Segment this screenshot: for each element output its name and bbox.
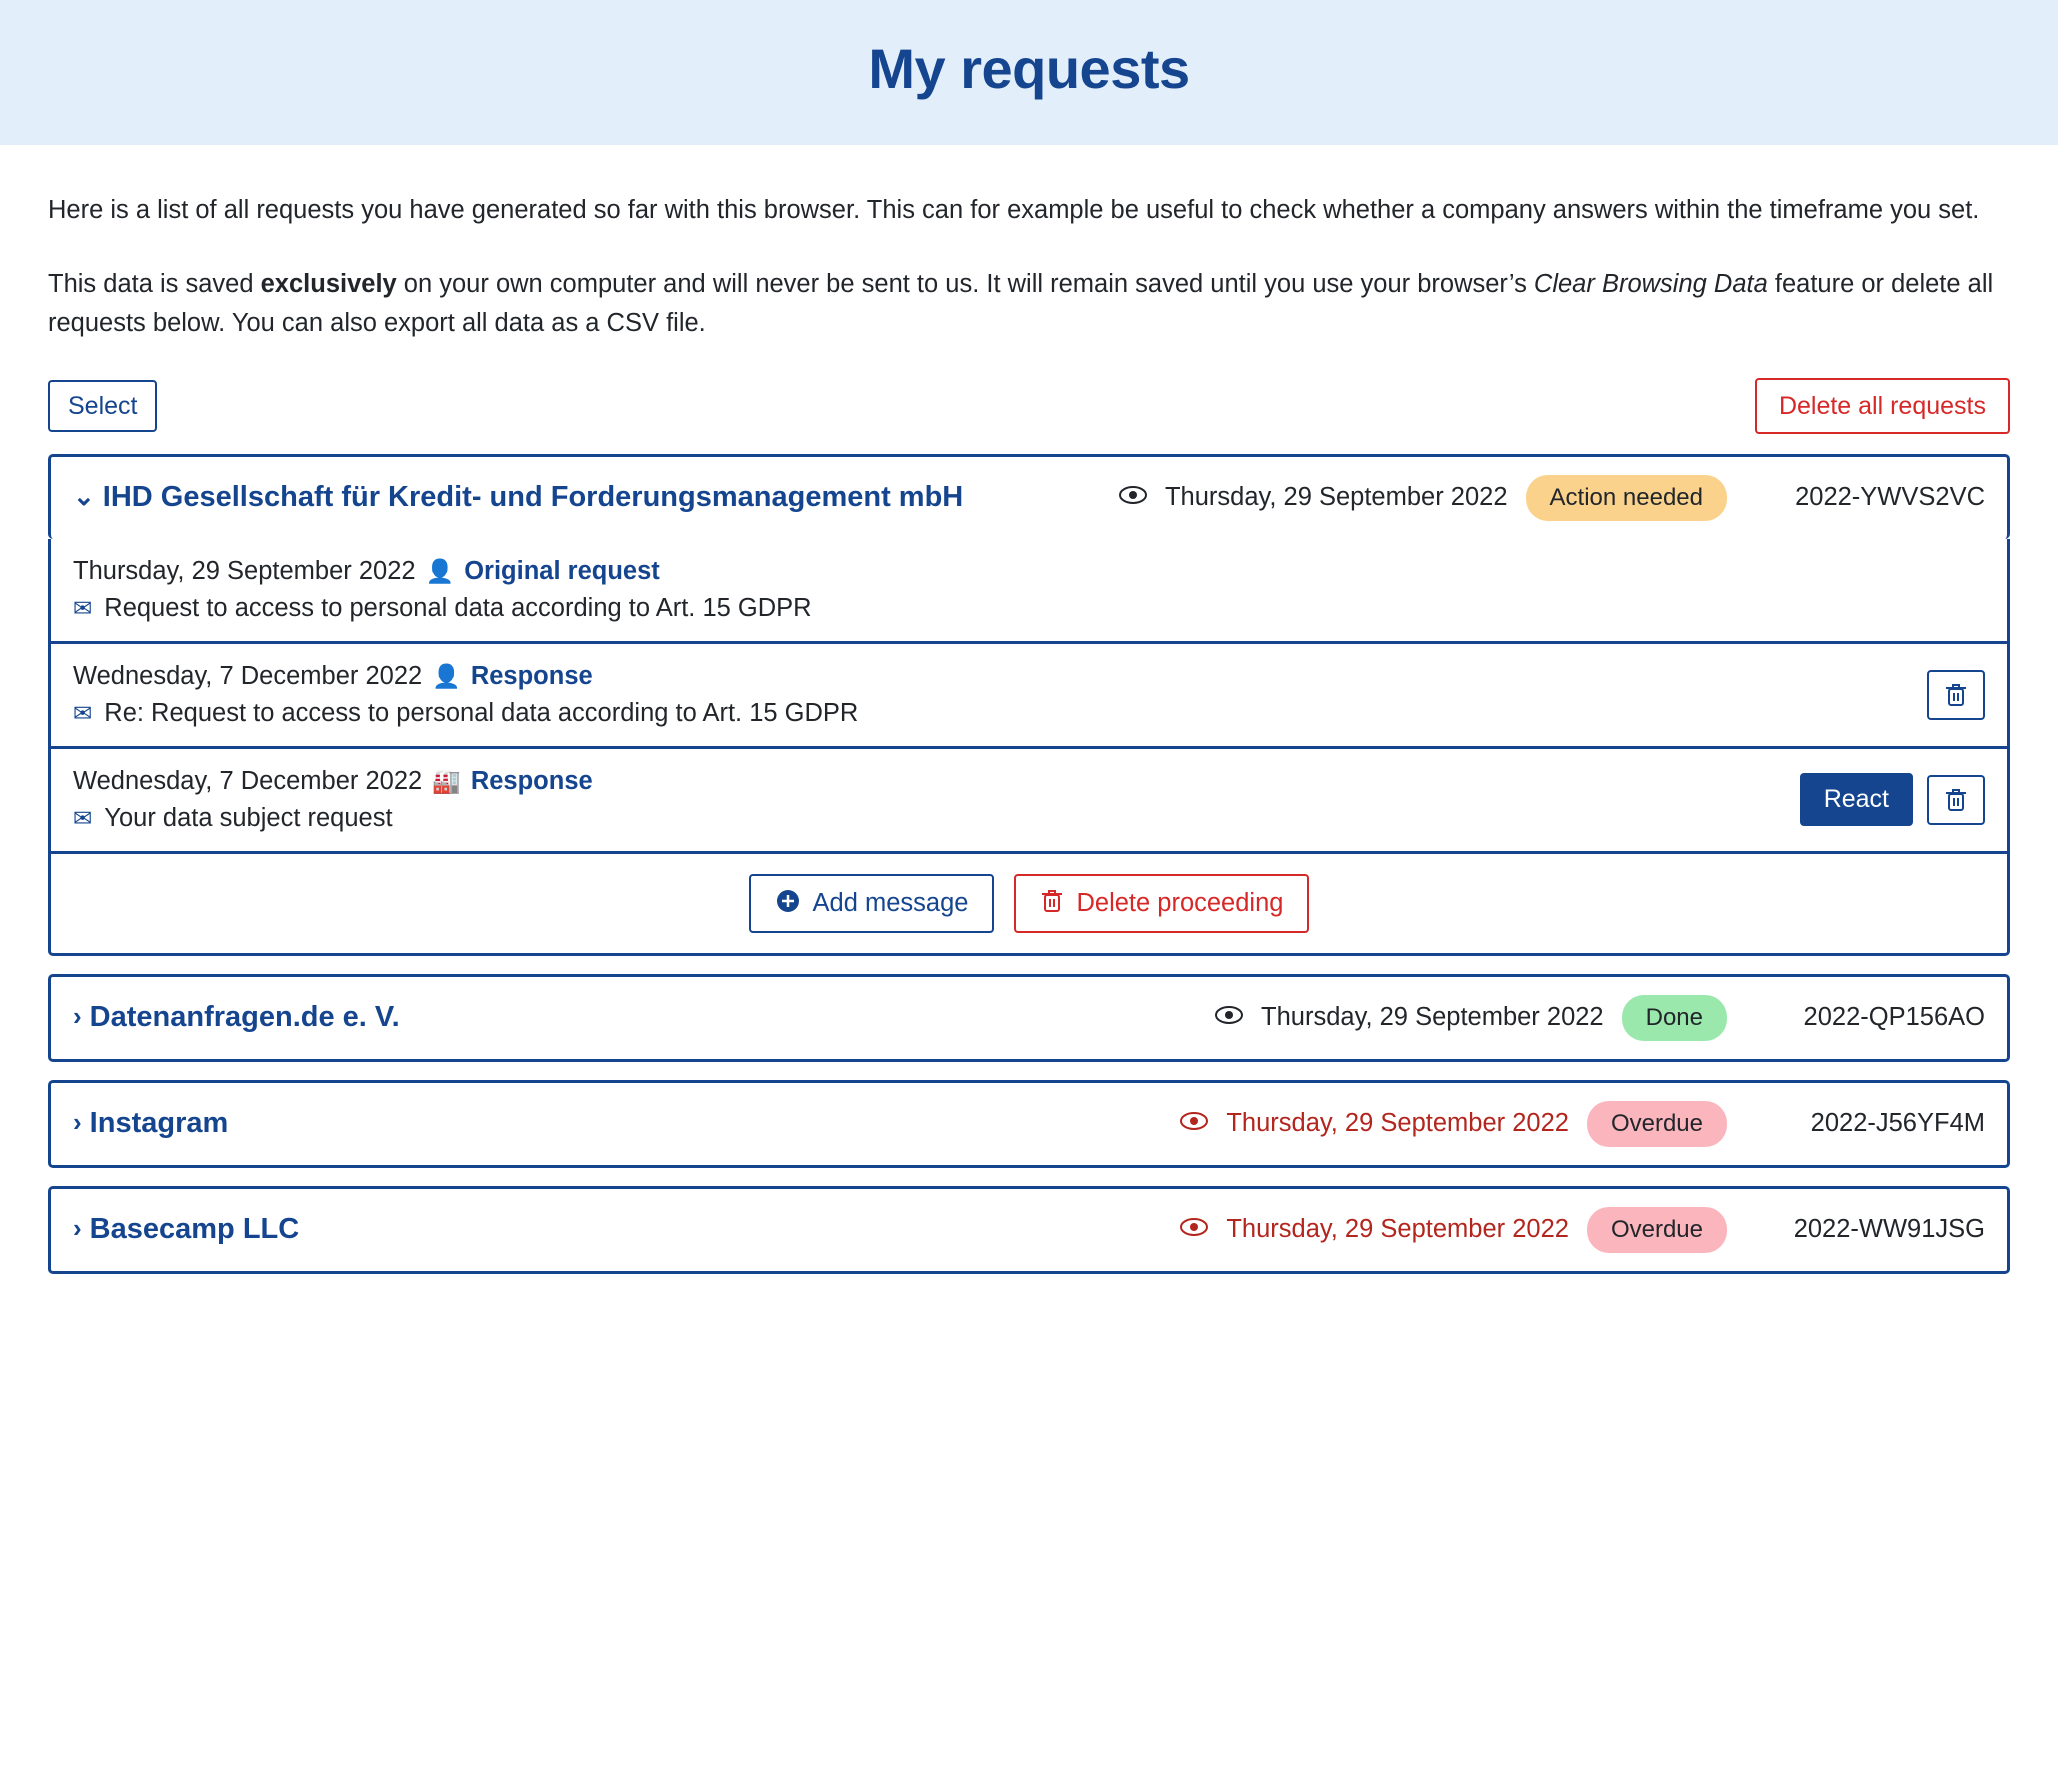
request-meta [1180, 1207, 1985, 1253]
request-card [48, 974, 2010, 1062]
delete-message-button[interactable] [1927, 775, 1985, 825]
request-title [73, 1000, 1182, 1035]
status-badge: Action needed [1526, 475, 1727, 521]
eye-icon-svg [1180, 1217, 1208, 1237]
eye-icon [1215, 1005, 1243, 1030]
message-subject-line [73, 804, 1800, 833]
message-actions [1800, 773, 1985, 826]
message-subject: Request to access to personal data according to Art. 15 GDPR [104, 593, 812, 622]
chevron-down-icon[interactable]: ⌄ [73, 480, 95, 511]
page-title: My requests [868, 37, 1190, 100]
message-texts [73, 557, 1985, 623]
requests-list [48, 454, 2010, 1274]
eye-icon-svg [1119, 485, 1147, 505]
request-company-name: Datenanfragen.de e. V. [89, 1000, 400, 1033]
proceeding-actions [48, 854, 2010, 956]
intro-p2-part2: on your own computer and will never be sent to us. It will remain saved until you use your browser’s [396, 269, 1534, 298]
mail-icon: ✉ [73, 699, 93, 726]
request-header[interactable] [51, 457, 2007, 539]
requests-toolbar [48, 378, 2010, 434]
add-message-label: Add message [812, 888, 969, 917]
request-card [48, 1186, 2010, 1274]
message-subject-line [73, 699, 1927, 728]
request-reference: 2022-J56YF4M [1810, 1109, 1985, 1138]
request-card [48, 1080, 2010, 1168]
message-row [48, 749, 2010, 854]
request-date: Thursday, 29 September 2022 [1226, 1109, 1569, 1138]
message-date-kind [73, 557, 1985, 586]
mail-icon: ✉ [73, 804, 93, 831]
request-reference: 2022-QP156AO [1803, 1003, 1985, 1032]
request-company-name: IHD Gesellschaft für Kredit- und Forderungsmanagement mbH [102, 480, 964, 513]
intro-paragraph-1: Here is a list of all requests you have generated so far with this browser. This can for example be useful to check whether a company answers within the timeframe you set. [48, 196, 1980, 224]
request-meta [1215, 995, 1985, 1041]
request-date: Thursday, 29 September 2022 [1164, 483, 1508, 512]
chevron-right-icon[interactable]: › [73, 1212, 82, 1243]
request-header[interactable] [51, 1189, 2007, 1271]
message-texts [73, 767, 1800, 833]
message-subject-line [73, 594, 1985, 623]
request-header[interactable] [51, 1083, 2007, 1165]
chevron-right-icon[interactable]: › [73, 1000, 82, 1031]
message-date-kind [73, 662, 1927, 691]
intro-p2-italic: Clear Browsing Data [1533, 269, 1768, 298]
mail-icon: ✉ [73, 594, 93, 621]
status-badge: Done [1622, 995, 1727, 1041]
request-meta [1119, 475, 1985, 521]
message-date-kind [73, 767, 1800, 796]
intro-paragraph-2 [48, 265, 2008, 344]
message-kind: Response [470, 766, 593, 795]
status-badge: Overdue [1587, 1207, 1727, 1253]
message-actions [1927, 670, 1985, 720]
request-reference: 2022-YWVS2VC [1795, 483, 1985, 512]
delete-proceeding-button[interactable] [1014, 874, 1309, 933]
person-icon: 👤 [432, 662, 461, 689]
request-header[interactable] [51, 977, 2007, 1059]
request-company-name: Basecamp LLC [89, 1212, 300, 1245]
react-button[interactable]: React [1800, 773, 1913, 826]
select-button[interactable]: Select [48, 380, 157, 432]
message-row [48, 644, 2010, 749]
company-icon: 🏭 [432, 767, 461, 794]
message-kind: Original request [464, 556, 660, 585]
page-hero [0, 0, 2058, 145]
message-subject: Re: Request to access to personal data according to Art. 15 GDPR [104, 698, 859, 727]
intro-p2-part1: This data is saved [48, 269, 261, 298]
request-meta [1180, 1101, 1985, 1147]
eye-icon-svg [1180, 1111, 1208, 1131]
intro-p2-bold: exclusively [260, 269, 397, 298]
page-content [0, 191, 2058, 1274]
request-title [73, 480, 1103, 515]
add-message-button[interactable] [749, 874, 995, 933]
status-badge: Overdue [1587, 1101, 1727, 1147]
message-date: Wednesday, 7 December 2022 [73, 661, 423, 690]
eye-icon [1180, 1111, 1208, 1136]
eye-icon [1119, 485, 1147, 510]
trash-icon [1040, 888, 1064, 919]
request-company-name: Instagram [89, 1106, 229, 1139]
plus-circle-icon [775, 888, 801, 919]
message-row [48, 539, 2010, 644]
request-card [48, 454, 2010, 539]
message-kind: Response [470, 661, 593, 690]
eye-icon [1180, 1217, 1208, 1242]
request-reference: 2022-WW91JSG [1793, 1215, 1985, 1244]
message-date: Thursday, 29 September 2022 [73, 556, 416, 585]
message-subject: Your data subject request [104, 803, 393, 832]
intro-p2-part3: feature or delete all requests below. You can also export all data as a CSV file. [48, 269, 1994, 338]
request-title [73, 1106, 1164, 1141]
delete-message-button[interactable] [1927, 670, 1985, 720]
chevron-right-icon[interactable]: › [73, 1106, 82, 1137]
eye-icon-svg [1215, 1005, 1243, 1025]
delete-all-requests-button[interactable]: Delete all requests [1755, 378, 2010, 434]
request-date: Thursday, 29 September 2022 [1226, 1215, 1569, 1244]
message-date: Wednesday, 7 December 2022 [73, 766, 423, 795]
person-icon: 👤 [425, 557, 455, 584]
delete-proceeding-label: Delete proceeding [1076, 888, 1284, 917]
message-texts [73, 662, 1927, 728]
request-title [73, 1212, 1164, 1247]
request-date: Thursday, 29 September 2022 [1261, 1003, 1604, 1032]
